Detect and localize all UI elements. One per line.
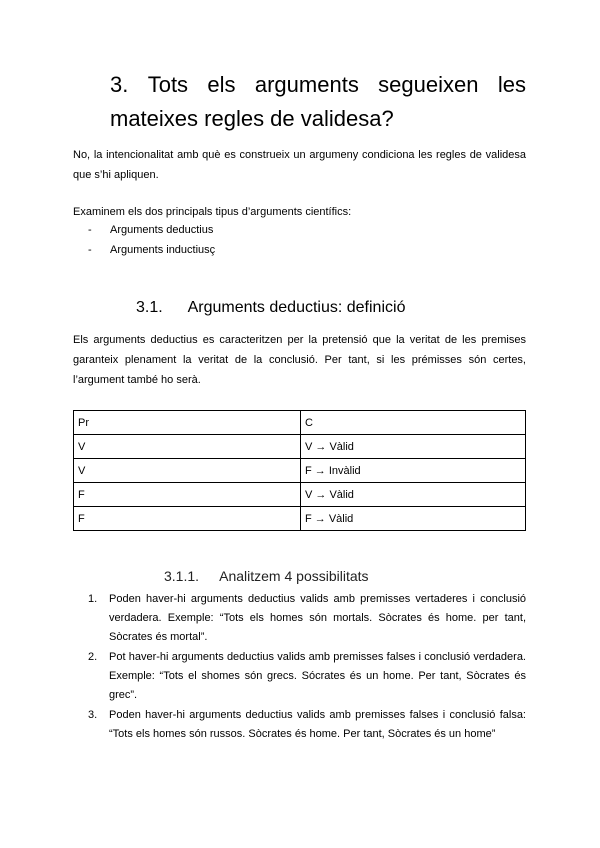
list-item-text: Arguments deductius (110, 224, 214, 236)
definition-paragraph: Els arguments deductius es caracteritzen per la pretensió que la veritat de les premises garanteix plenament la veritat de la conclusió. Per tant, si les prémisses són certes, l’argument també ho serà. (73, 334, 526, 386)
examine-paragraph: Examinem els dos principals tipus d’arguments científics: (73, 206, 352, 218)
argument-types-list (88, 220, 215, 260)
list-item-number: 3. (88, 709, 98, 721)
section-title-word: arguments (254, 72, 359, 97)
section-title-word: les (497, 72, 526, 97)
table-header-row (74, 411, 526, 435)
section-title-word: els (207, 72, 236, 97)
table-row (74, 507, 526, 531)
possibilities-list (88, 590, 526, 745)
list-item-text: Poden haver-hi arguments deductius valids amb premisses falses i conclusió falsa: “Tots els homes són russos. Sòcrates és home. Per tant, Sòcrates és un home” (109, 709, 526, 740)
list-item (88, 220, 215, 240)
subsection-number: 3.1. (136, 299, 163, 316)
table-cell: V (74, 435, 301, 459)
table-cell: V → Vàlid (301, 435, 526, 459)
list-item-text: Arguments inductiusç (110, 244, 216, 256)
table-cell: F (74, 507, 301, 531)
subsection-heading (136, 296, 405, 320)
section-number: 3. (110, 72, 129, 97)
table-cell: F → Invàlid (301, 459, 526, 483)
list-item-number: 1. (88, 593, 98, 605)
intro-paragraph: No, la intencionalitat amb què es construeix un argumeny condiciona les regles de validesa que s’hi apliquen. (73, 149, 526, 181)
list-item (88, 590, 526, 647)
list-item (88, 648, 526, 705)
subsubsection-heading (164, 566, 369, 586)
table-cell: F (74, 483, 301, 507)
table-cell: V → Vàlid (301, 483, 526, 507)
section-title-word: Tots (147, 72, 189, 97)
table-row (74, 435, 526, 459)
section-heading-line1 (110, 68, 526, 102)
table-row (74, 459, 526, 483)
table-cell: V (74, 459, 301, 483)
table-cell: F → Vàlid (301, 507, 526, 531)
table-header-cell: C (301, 411, 526, 435)
truth-table (73, 410, 526, 531)
subsubsection-number: 3.1.1. (164, 568, 200, 584)
table-header-cell: Pr (74, 411, 301, 435)
list-item-text: Poden haver-hi arguments deductius valids amb premisses vertaderes i conclusió verdadera. Exemple: “Tots els homes són mortals. Sòcrates és home. per tant, Sòcrates és mortal”. (109, 593, 526, 643)
subsubsection-title: Analitzem 4 possibilitats (219, 568, 369, 584)
list-item (88, 240, 215, 260)
section-title-word: segueixen (378, 72, 479, 97)
list-item (88, 706, 526, 744)
table-row (74, 483, 526, 507)
list-item-number: 2. (88, 651, 98, 663)
section-heading-line2: mateixes regles de validesa? (110, 106, 394, 131)
bullet-dash: - (88, 224, 92, 236)
subsection-title: Arguments deductius: definició (187, 299, 406, 316)
list-item-text: Pot haver-hi arguments deductius valids amb premisses falses i conclusió verdadera. Exemple: “Tots el shomes són grecs. Sócrates és un home. Per tant, Sòcrates és grec”. (109, 651, 526, 701)
bullet-dash: - (88, 244, 92, 256)
